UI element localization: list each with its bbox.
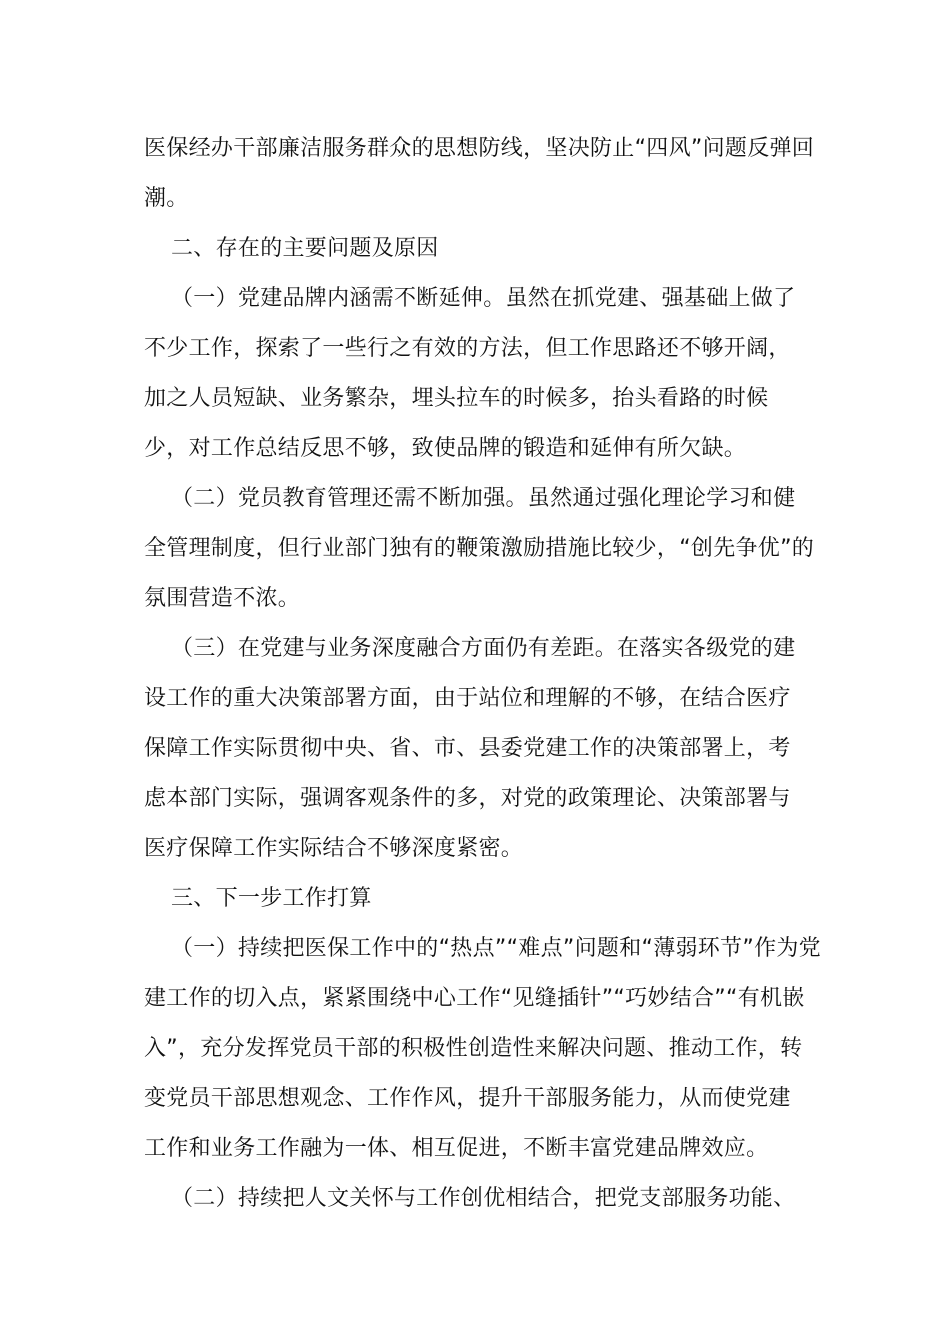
paragraph-line: 潮。 <box>144 186 189 211</box>
paragraph-line: （三）在党建与业务深度融合方面仍有差距。在落实各级党的建 <box>171 636 796 661</box>
paragraph-line: 不少工作，探索了一些行之有效的方法，但工作思路还不够开阔， <box>144 336 791 361</box>
paragraph-line: 保障工作实际贯彻中央、省、市、县委党建工作的决策部署上，考 <box>144 736 791 761</box>
paragraph-line: （一）党建品牌内涵需不断延伸。虽然在抓党建、强基础上做了 <box>171 286 796 311</box>
paragraph-line: 医疗保障工作实际结合不够深度紧密。 <box>144 836 524 861</box>
paragraph-line: 全管理制度，但行业部门独有的鞭策激励措施比较少，“创先争优”的 <box>144 536 815 561</box>
paragraph-line: （一）持续把医保工作中的“热点”“难点”问题和“薄弱环节”作为党 <box>171 936 821 961</box>
paragraph-line: 变党员干部思想观念、工作作风，提升干部服务能力，从而使党建 <box>144 1086 791 1111</box>
paragraph-line: 虑本部门实际，强调客观条件的多，对党的政策理论、决策部署与 <box>144 786 791 811</box>
paragraph-line: 氛围营造不浓。 <box>144 586 301 611</box>
paragraph-line: 工作和业务工作融为一体、相互促进，不断丰富党建品牌效应。 <box>144 1136 769 1161</box>
section-heading: 二、存在的主要问题及原因 <box>171 236 439 261</box>
section-heading: 三、下一步工作打算 <box>171 886 372 911</box>
paragraph-line: 设工作的重大决策部署方面，由于站位和理解的不够，在结合医疗 <box>144 686 791 711</box>
paragraph-line: （二）持续把人文关怀与工作创优相结合，把党支部服务功能、 <box>171 1186 796 1211</box>
paragraph-line: （二）党员教育管理还需不断加强。虽然通过强化理论学习和健 <box>171 486 796 511</box>
paragraph-line: 入”，充分发挥党员干部的积极性创造性来解决问题、推动工作，转 <box>144 1036 803 1061</box>
paragraph-line: 加之人员短缺、业务繁杂，埋头拉车的时候多，抬头看路的时候 <box>144 386 769 411</box>
paragraph-line: 建工作的切入点，紧紧围绕中心工作“见缝插针”“巧妙结合”“有机嵌 <box>144 986 805 1011</box>
paragraph-line: 少，对工作总结反思不够，致使品牌的锻造和延伸有所欠缺。 <box>144 436 747 461</box>
paragraph-line: 医保经办干部廉洁服务群众的思想防线，坚决防止“四风”问题反弹回 <box>144 136 815 161</box>
